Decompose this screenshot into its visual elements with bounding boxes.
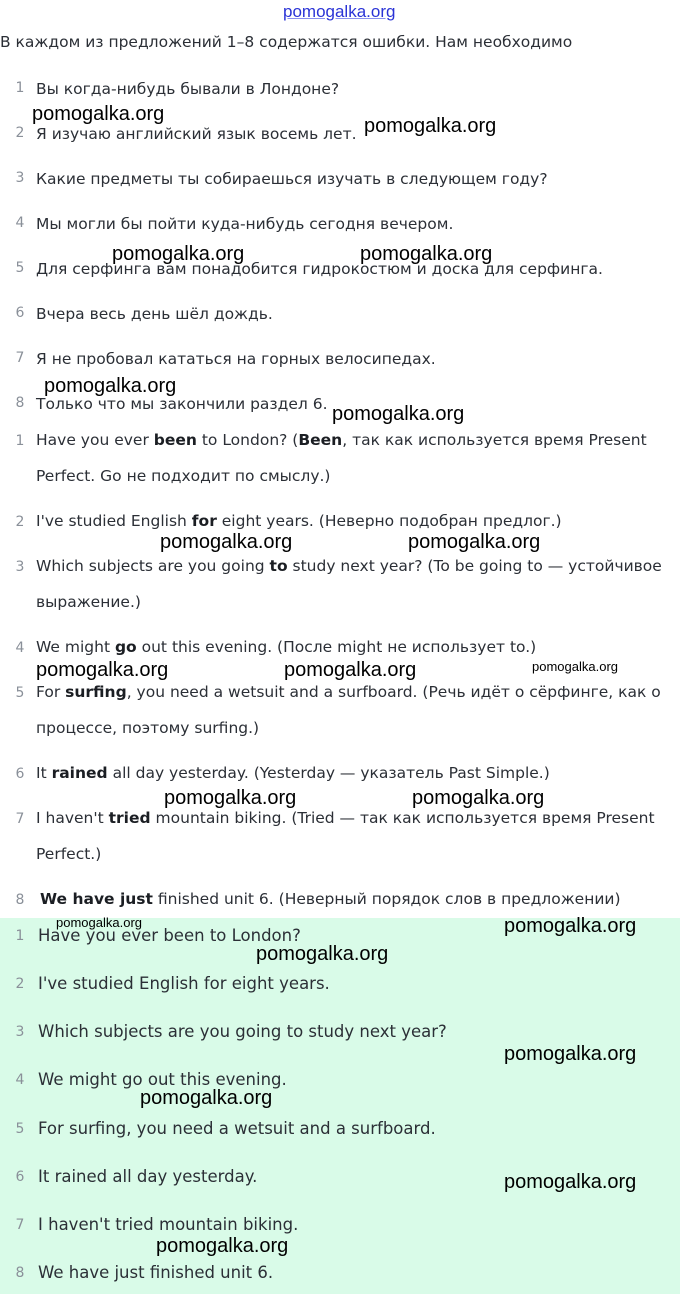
item-text: I haven't tried mountain biking. (Tried — так как используется время Present Perfect.) bbox=[36, 809, 655, 863]
watermark: pomogalka.org bbox=[156, 1235, 289, 1257]
item-text: Вы когда-нибудь бывали в Лондоне? bbox=[36, 80, 340, 98]
item-number: 3 bbox=[15, 559, 25, 575]
intro-text: В каждом из предложений 1–8 содержатся ошибки. Нам необходимо bbox=[0, 33, 573, 51]
item-text: Я не пробовал кататься на горных велосипедах. bbox=[36, 350, 436, 368]
item-text: Which subjects are you going to study next year? bbox=[38, 1022, 447, 1041]
watermark: pomogalka.org bbox=[112, 243, 245, 265]
watermark: pomogalka.org bbox=[36, 659, 169, 681]
watermark: pomogalka.org bbox=[364, 115, 497, 137]
item-number: 2 bbox=[15, 125, 25, 141]
watermark: pomogalka.org bbox=[256, 943, 389, 965]
item-text: Have you ever been to London? (Been, так как используется время Present Perfect. Go не подходит по смыслу.) bbox=[36, 431, 647, 485]
item-text: Я изучаю английский язык восемь лет. bbox=[36, 125, 357, 143]
item-text: We have just finished unit 6. bbox=[38, 1263, 274, 1282]
item-text: We might go out this evening. (После might не использует to.) bbox=[36, 638, 537, 656]
watermark: pomogalka.org bbox=[504, 915, 637, 937]
item-text: We might go out this evening. bbox=[38, 1070, 287, 1089]
item-text: We have just finished unit 6. (Неверный порядок слов в предложении) bbox=[40, 890, 621, 908]
watermark: pomogalka.org bbox=[360, 243, 493, 265]
item-number: 5 bbox=[15, 685, 25, 701]
item-text: I've studied English for eight years. (Неверно подобран предлог.) bbox=[36, 512, 562, 530]
item-text: Which subjects are you going to study next year? (To be going to — устойчивое выражение.) bbox=[36, 557, 662, 611]
item-text: It rained all day yesterday. (Yesterday — указатель Past Simple.) bbox=[36, 764, 550, 782]
item-number: 6 bbox=[15, 305, 25, 321]
item-number: 1 bbox=[15, 80, 25, 96]
item-number: 6 bbox=[15, 766, 25, 782]
item-number: 2 bbox=[15, 976, 25, 992]
item-number: 8 bbox=[15, 892, 25, 908]
item-text: Вчера весь день шёл дождь. bbox=[36, 305, 273, 323]
watermark: pomogalka.org bbox=[532, 659, 618, 674]
watermark: pomogalka.org bbox=[332, 403, 465, 425]
item-text: I've studied English for eight years. bbox=[38, 974, 330, 993]
item-text: It rained all day yesterday. bbox=[38, 1167, 258, 1186]
item-text: Только что мы закончили раздел 6. bbox=[36, 395, 328, 413]
item-text: Мы могли бы пойти куда-нибудь сегодня вечером. bbox=[36, 215, 454, 233]
item-number: 1 bbox=[15, 433, 25, 449]
watermark: pomogalka.org bbox=[504, 1043, 637, 1065]
item-text: Какие предметы ты собираешься изучать в следующем году? bbox=[36, 170, 548, 188]
item-number: 7 bbox=[15, 350, 25, 366]
item-text: Have you ever been to London? bbox=[38, 926, 301, 945]
item-number: 6 bbox=[15, 1169, 25, 1185]
item-text: I haven't tried mountain biking. bbox=[38, 1215, 299, 1234]
item-number: 3 bbox=[15, 1024, 25, 1040]
watermark: pomogalka.org bbox=[284, 659, 417, 681]
item-number: 3 bbox=[15, 170, 25, 186]
site-link[interactable]: pomogalka.org bbox=[283, 2, 396, 21]
watermark: pomogalka.org bbox=[412, 787, 545, 809]
watermark: pomogalka.org bbox=[140, 1087, 273, 1109]
item-number: 7 bbox=[15, 1217, 25, 1233]
item-number: 8 bbox=[15, 395, 25, 411]
watermark: pomogalka.org bbox=[164, 787, 297, 809]
item-number: 5 bbox=[15, 1121, 25, 1137]
watermark: pomogalka.org bbox=[32, 103, 165, 125]
item-number: 2 bbox=[15, 514, 25, 530]
watermark: pomogalka.org bbox=[160, 531, 293, 553]
item-number: 4 bbox=[15, 640, 25, 656]
item-text: Для серфинга вам понадобится гидрокостюм и доска для серфинга. bbox=[36, 260, 603, 278]
item-number: 4 bbox=[15, 1072, 25, 1088]
watermark: pomogalka.org bbox=[504, 1171, 637, 1193]
watermark: pomogalka.org bbox=[44, 375, 177, 397]
item-number: 5 bbox=[15, 260, 25, 276]
watermark: pomogalka.org bbox=[56, 915, 142, 930]
item-number: 4 bbox=[15, 215, 25, 231]
watermark: pomogalka.org bbox=[408, 531, 541, 553]
item-text: For surfing, you need a wetsuit and a surfboard. (Речь идёт о сёрфинге, как о процессе, поэтому surfing.) bbox=[36, 683, 661, 737]
item-text: For surfing, you need a wetsuit and a surfboard. bbox=[38, 1119, 436, 1138]
item-number: 8 bbox=[15, 1265, 25, 1281]
item-number: 1 bbox=[15, 928, 25, 944]
item-number: 7 bbox=[15, 811, 25, 827]
